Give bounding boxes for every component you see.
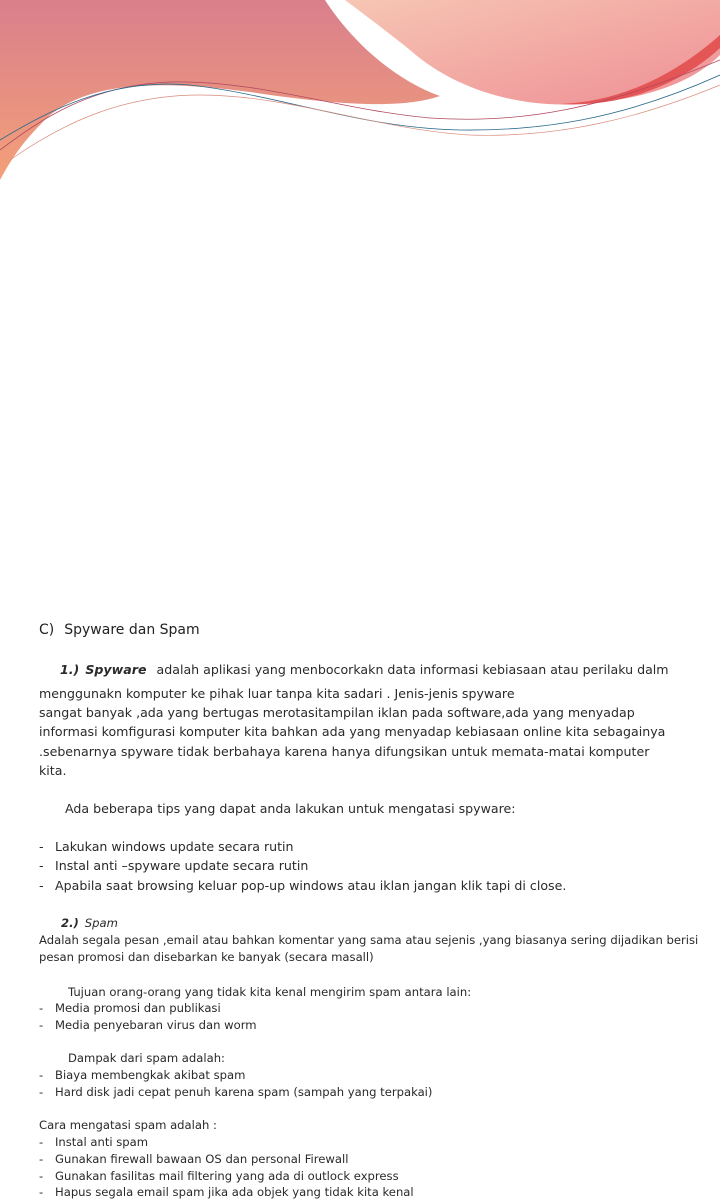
spyware-paragraph [39,684,665,780]
spam-purpose-list [39,1000,257,1034]
list-item: - Gunakan fasilitas mail filtering yang ada di outlock express [39,1168,399,1183]
list-item: - Instal anti spam [39,1135,149,1149]
spyware-line: informasi komfigurasi komputer kita bahkan ada yang menyadap kebiasaan online kita sebagainya [39,724,666,740]
spam-subheading [61,915,118,932]
section-number: C) [39,622,55,638]
spam-impact-intro: Dampak dari spam adalah: [68,1051,225,1065]
spyware-term: Spyware [85,662,147,677]
list-item: - Hapus segala email spam jika ada objek yang tidak kita kenal [39,1185,414,1200]
spam-impact-list [39,1067,432,1101]
list-item: - Media penyebaran virus dan worm [39,1017,257,1032]
spyware-line: menggunakn komputer ke pihak luar tanpa kita sadari . Jenis-jenis spyware [39,686,515,701]
section-title: Spyware dan Spam [64,622,200,638]
spam-number: 2.) [61,916,79,930]
spyware-tips-intro: Ada beberapa tips yang dapat anda lakukan untuk mengatasi spyware: [65,801,516,816]
list-item: - Hard disk jadi cepat penuh karena spam (sampah yang terpakai) [39,1084,433,1099]
list-item: - Instal anti –spyware update secara rutin [39,858,309,874]
spam-handling-intro: Cara mengatasi spam adalah : [39,1118,217,1132]
list-item: - Biaya membengkak akibat spam [39,1068,246,1082]
list-item: - Lakukan windows update secara rutin [39,839,294,854]
spyware-line: adalah aplikasi yang menbocorkakn data informasi kebiasaan atau perilaku dalm [156,662,669,677]
spyware-tips-list [39,837,566,895]
section-heading [39,622,200,638]
spam-purpose-intro: Tujuan orang-orang yang tidak kita kenal mengirim spam antara lain: [68,985,472,999]
spyware-line: sangat banyak ,ada yang bertugas merotasitampilan iklan pada software,ada yang menyadap [39,705,635,721]
spyware-line: kita. [39,762,67,778]
spyware-number: 1.) [60,662,80,677]
header-wave-decoration [0,0,720,190]
list-item: - Apabila saat browsing keluar pop-up windows atau iklan jangan klik tapi di close. [39,877,567,893]
spyware-line: .sebenarnya spyware tidak berbahaya karena hanya difungsikan untuk memata-matai komputer [39,743,650,759]
list-item: - Media promosi dan publikasi [39,1001,221,1015]
spam-handling-list [39,1134,414,1201]
list-item: - Gunakan firewall bawaan OS dan personal Firewall [39,1151,349,1166]
spam-term: Spam [84,916,118,930]
spam-definition: Adalah segala pesan ,email atau bahkan komentar yang sama atau sejenis ,yang biasanya sering dijadikan berisi pesan promosi dan disebarkan ke banyak (secara masall) [39,933,699,964]
spyware-first-line [60,660,669,679]
